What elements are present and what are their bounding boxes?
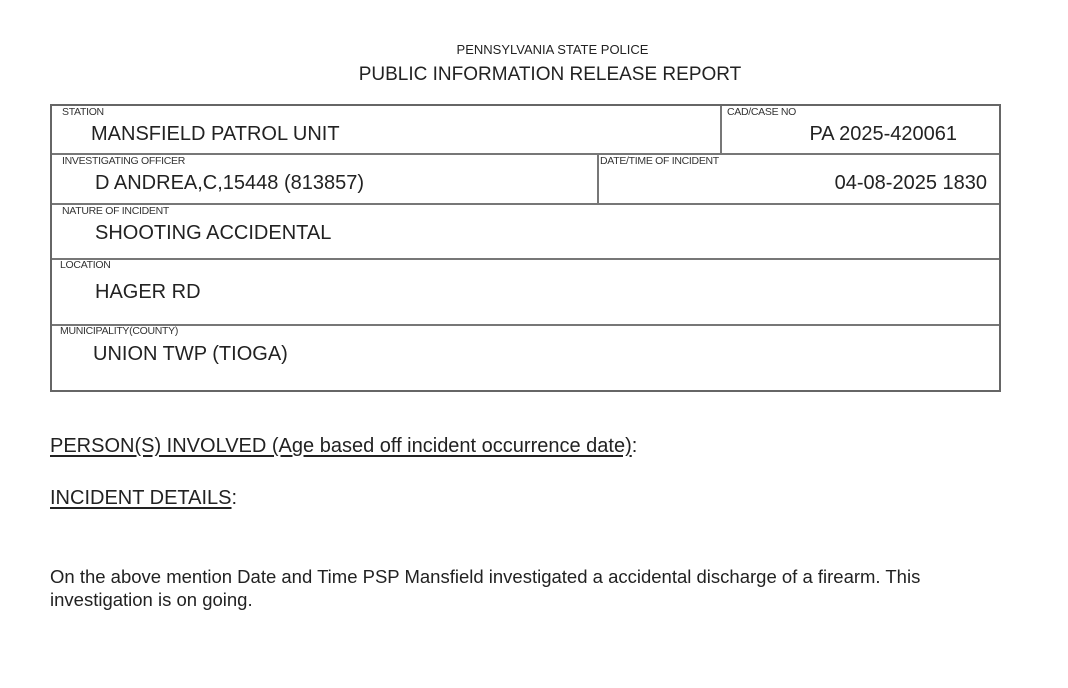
persons-involved-title: PERSON(S) INVOLVED (Age based off incident occurrence date) bbox=[50, 435, 632, 457]
persons-involved-heading bbox=[50, 435, 637, 458]
incident-form bbox=[50, 104, 1001, 392]
nature-value: SHOOTING ACCIDENTAL bbox=[95, 222, 332, 244]
incident-details-heading bbox=[50, 487, 237, 510]
station-value: MANSFIELD PATROL UNIT bbox=[91, 123, 340, 145]
officer-label: INVESTIGATING OFFICER bbox=[62, 155, 186, 167]
officer-value: D ANDREA,C,15448 (813857) bbox=[95, 172, 365, 194]
incident-narrative: On the above mention Date and Time PSP Mansfield investigated a accidental discharge of a firearm. This investigation is on going. bbox=[50, 566, 921, 610]
location-label: LOCATION bbox=[60, 259, 111, 271]
station-label: STATION bbox=[62, 106, 104, 118]
location-cell bbox=[52, 259, 999, 324]
nature-label: NATURE OF INCIDENT bbox=[62, 205, 169, 217]
case-no-cell bbox=[722, 106, 1001, 154]
datetime-label: DATE/TIME OF INCIDENT bbox=[600, 155, 719, 167]
report-title: PUBLIC INFORMATION RELEASE REPORT bbox=[358, 64, 742, 85]
datetime-cell bbox=[599, 155, 1001, 203]
municipality-cell bbox=[52, 325, 999, 391]
case-no-value: PA 2025-420061 bbox=[809, 123, 957, 145]
datetime-value: 04-08-2025 1830 bbox=[834, 172, 987, 194]
nature-cell bbox=[52, 205, 999, 258]
officer-cell bbox=[52, 155, 597, 203]
incident-details-title: INCIDENT DETAILS bbox=[50, 487, 232, 509]
agency-name: PENNSYLVANIA STATE POLICE bbox=[456, 42, 649, 57]
incident-details-colon: : bbox=[231, 487, 238, 509]
case-no-label: CAD/CASE NO bbox=[727, 106, 797, 118]
municipality-value: UNION TWP (TIOGA) bbox=[93, 343, 288, 365]
persons-involved-colon: : bbox=[631, 435, 638, 457]
municipality-label: MUNICIPALITY(COUNTY) bbox=[60, 325, 179, 337]
location-value: HAGER RD bbox=[95, 281, 201, 303]
station-cell bbox=[52, 106, 722, 154]
